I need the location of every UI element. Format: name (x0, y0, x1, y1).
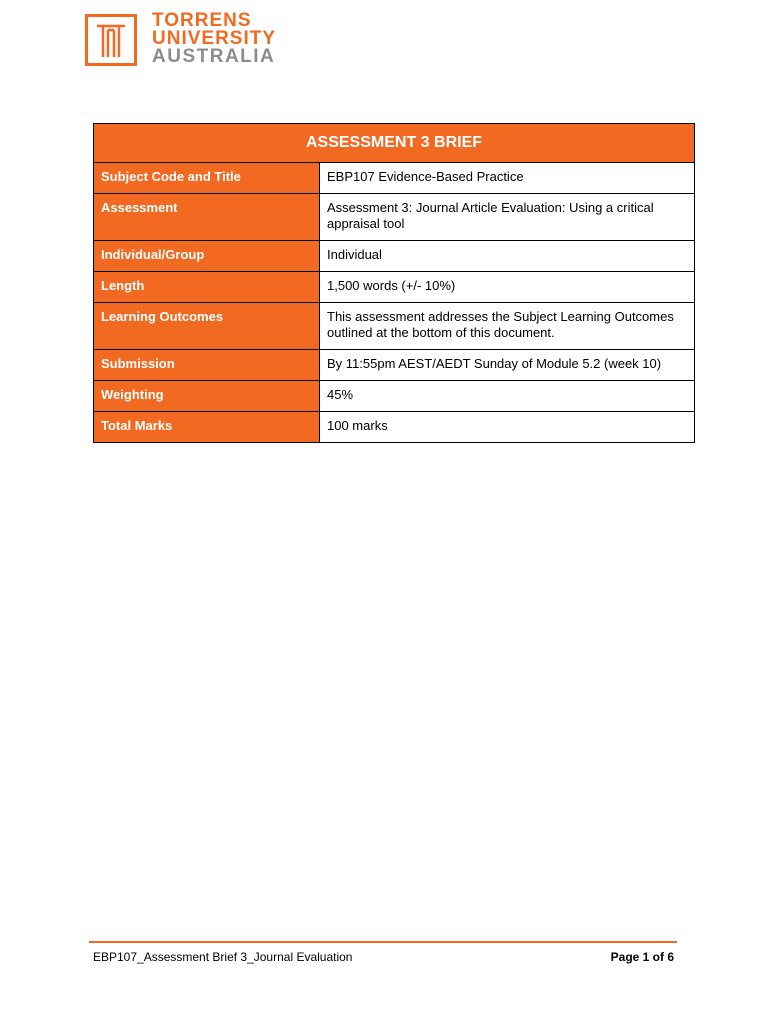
row-label: Total Marks (94, 412, 320, 443)
table-row (94, 163, 695, 194)
table-row (94, 303, 695, 350)
table-row (94, 412, 695, 443)
row-value: By 11:55pm AEST/AEDT Sunday of Module 5.2 (week 10) (320, 350, 695, 381)
footer-document-name: EBP107_Assessment Brief 3_Journal Evaluation (93, 950, 353, 964)
logo-line-3: AUSTRALIA (152, 46, 276, 67)
row-value: Assessment 3: Journal Article Evaluation: Using a critical appraisal tool (320, 194, 695, 241)
table-row (94, 381, 695, 412)
university-logo (85, 10, 277, 67)
row-label: Length (94, 272, 320, 303)
brief-title-row (94, 124, 695, 163)
logo-wordmark (152, 12, 276, 66)
row-label: Individual/Group (94, 241, 320, 272)
row-value: EBP107 Evidence-Based Practice (320, 163, 695, 194)
table-row (94, 194, 695, 241)
assessment-brief-table (93, 123, 695, 443)
table-row (94, 272, 695, 303)
logo-line-2: UNIVERSITY (152, 28, 277, 49)
row-value: Individual (320, 241, 695, 272)
brief-title: ASSESSMENT 3 BRIEF (94, 124, 695, 163)
row-value: 100 marks (320, 412, 695, 443)
row-value: 45% (320, 381, 695, 412)
row-label: Submission (94, 350, 320, 381)
row-label: Subject Code and Title (94, 163, 320, 194)
footer-page-number: Page 1 of 6 (610, 950, 674, 964)
row-value: 1,500 words (+/- 10%) (320, 272, 695, 303)
logo-line-1: TORRENS (152, 10, 252, 31)
footer-divider (89, 941, 677, 943)
table-row (94, 350, 695, 381)
row-label: Learning Outcomes (94, 303, 320, 350)
torrens-logo-icon (85, 14, 137, 66)
row-label: Weighting (94, 381, 320, 412)
row-label: Assessment (94, 194, 320, 241)
row-value: This assessment addresses the Subject Learning Outcomes outlined at the bottom of this document. (320, 303, 695, 350)
table-row (94, 241, 695, 272)
